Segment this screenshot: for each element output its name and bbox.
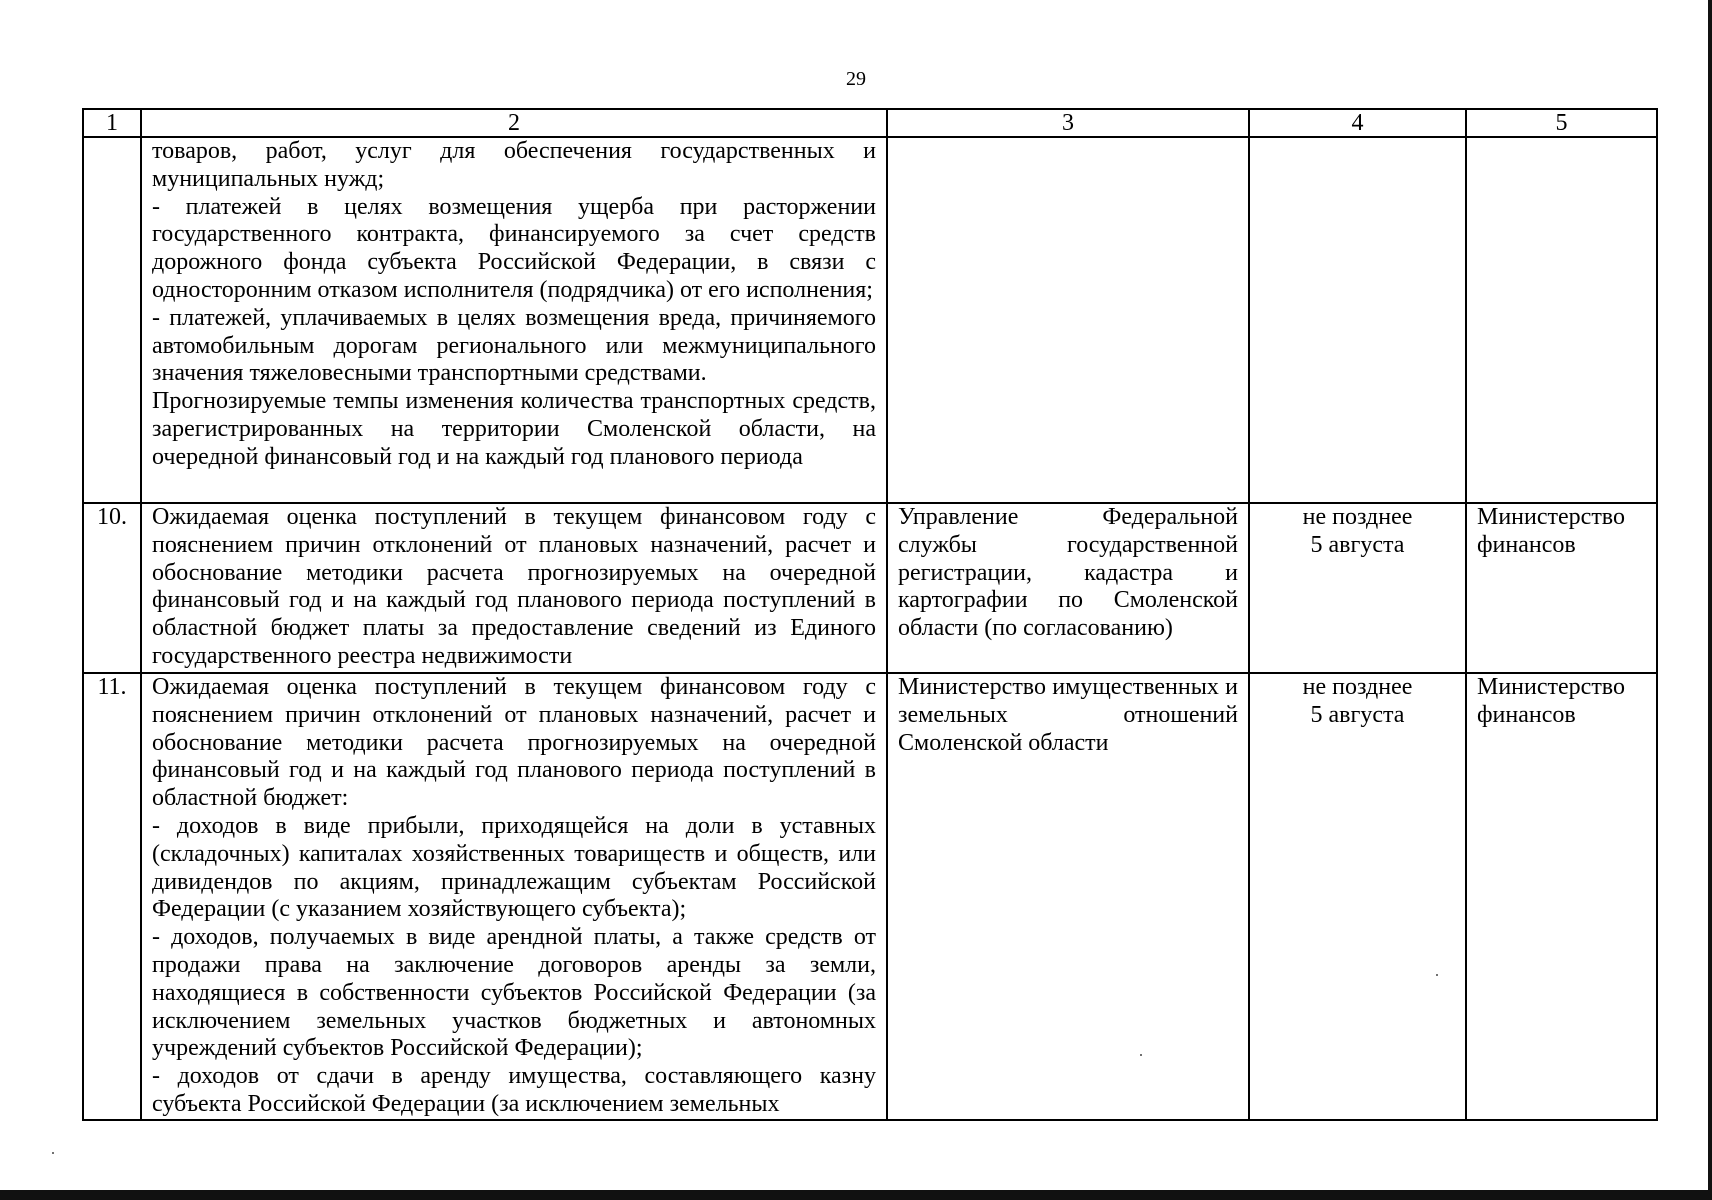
column-header-1: 1: [83, 109, 141, 137]
row-description: [141, 503, 887, 673]
table-row: [83, 503, 1657, 673]
description-paragraph: - доходов от сдачи в аренду имущества, составляющего казну субъекта Российской Федерации (за исключением земельных: [152, 1063, 876, 1117]
table-row: [83, 673, 1657, 1120]
description-paragraph: Прогнозируемые темпы изменения количества транспортных средств, зарегистрированных на территории Смоленской области, на очередной финансовый год и на каждый год планового периода: [152, 388, 876, 470]
scan-speck: [1436, 974, 1438, 976]
table-row: [83, 137, 1657, 503]
row-number: 11.: [83, 673, 141, 1120]
row-deadline: не позднее 5 августа: [1249, 503, 1466, 673]
scan-bottom-edge: [0, 1190, 1712, 1200]
row-deadline: [1249, 137, 1466, 503]
row-recipient: [1466, 137, 1657, 503]
row-description: [141, 137, 887, 503]
row-deadline: не позднее 5 августа: [1249, 673, 1466, 1120]
row-recipient: Министерство финансов: [1466, 503, 1657, 673]
row-description: [141, 673, 887, 1120]
column-header-4: 4: [1249, 109, 1466, 137]
header-row: [83, 109, 1657, 137]
scan-right-edge: [1708, 0, 1712, 1200]
scan-speck: [52, 1152, 54, 1154]
description-paragraph: - доходов в виде прибыли, приходящейся на доли в уставных (складочных) капиталах хозяйственных товариществ и обществ, или дивидендов по акциям, принадлежащим субъектам Российской Федерации (с указанием хозяйствующего субъекта);: [152, 812, 876, 923]
row-number: 10.: [83, 503, 141, 673]
description-paragraph: - доходов, получаемых в виде арендной платы, а также средств от продажи права на заключение договоров аренды за земли, находящиеся в собственности субъектов Российской Федерации (за исключением земельных участков бюджетных и автономных учреждений субъектов Российской Федерации);: [152, 924, 876, 1062]
description-paragraph: - платежей, уплачиваемых в целях возмещения вреда, причиняемого автомобильным дорогам регионального или межмуниципального значения тяжеловесными транспортными средствами.: [152, 304, 876, 387]
row-recipient: Министерство финансов: [1466, 673, 1657, 1120]
scan-speck: [1140, 1054, 1142, 1056]
description-paragraph: Ожидаемая оценка поступлений в текущем финансовом году с пояснением причин отклонений от плановых назначений, расчет и обоснование методики расчета прогнозируемых на очередной финансовый год и на каждый год планового периода поступлений в областной бюджет платы за предоставление сведений из Единого государственного реестра недвижимости: [152, 504, 876, 669]
row-responsible: [887, 137, 1249, 503]
description-paragraph: Ожидаемая оценка поступлений в текущем финансовом году с пояснением причин отклонений от плановых назначений, расчет и обоснование методики расчета прогнозируемых на очередной финансовый год и на каждый год планового периода поступлений в областной бюджет:: [152, 674, 876, 812]
column-header-3: 3: [887, 109, 1249, 137]
row-number: [83, 137, 141, 503]
column-header-5: 5: [1466, 109, 1657, 137]
row-responsible: Министерство имущественных и земельных отношений Смоленской области: [887, 673, 1249, 1120]
page-number: 29: [846, 68, 866, 90]
description-paragraph: - платежей в целях возмещения ущерба при расторжении государственного контракта, финансируемого за счет средств дорожного фонда субъекта Российской Федерации, в связи с односторонним отказом исполнителя (подрядчика) от его исполнения;: [152, 193, 876, 303]
column-header-2: 2: [141, 109, 887, 137]
document-table: [82, 108, 1658, 1121]
row-responsible: Управление Федеральной службы государственной регистрации, кадастра и картографии по Смоленской области (по согласованию): [887, 503, 1249, 673]
description-paragraph: товаров, работ, услуг для обеспечения государственных и муниципальных нужд;: [152, 138, 876, 192]
